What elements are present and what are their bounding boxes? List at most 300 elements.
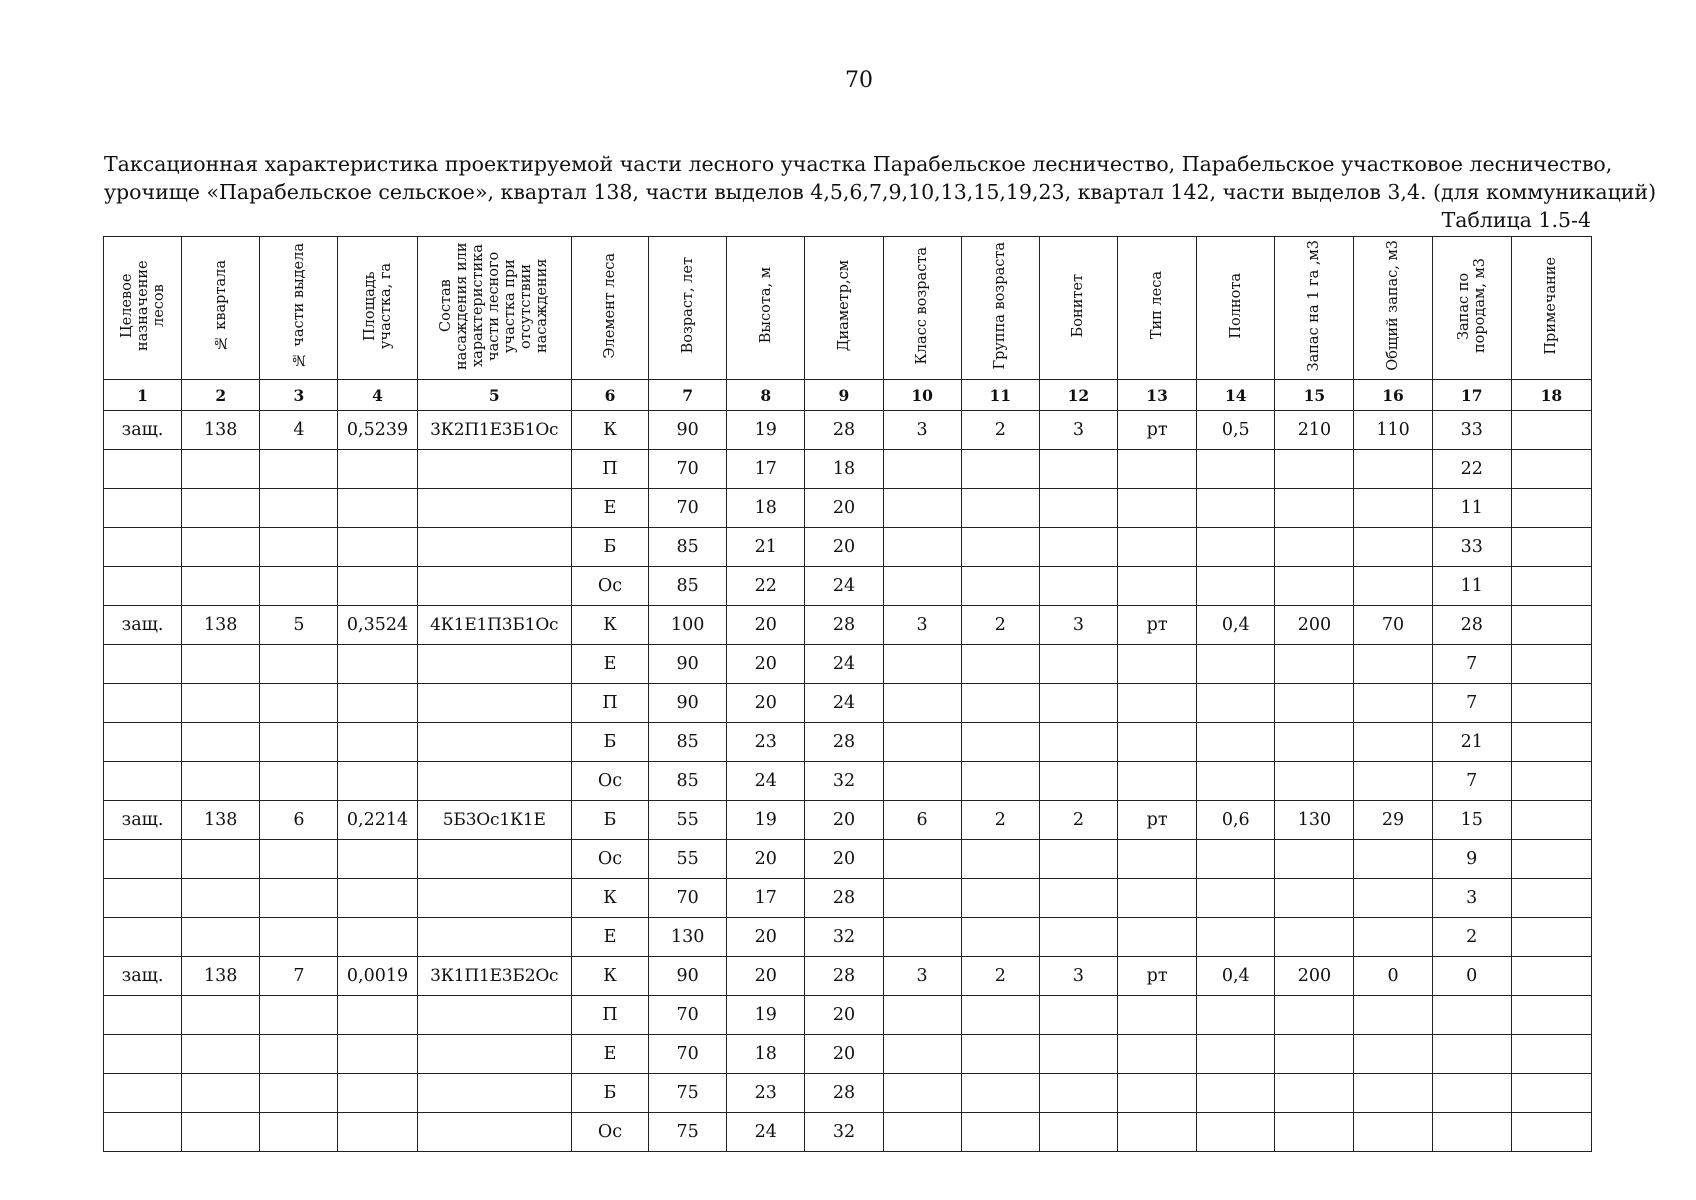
table-cell: [1118, 684, 1197, 723]
column-number: 10: [883, 380, 961, 411]
table-cell: 24: [805, 567, 883, 606]
table-cell: [1039, 1074, 1117, 1113]
table-cell: 138: [182, 606, 260, 645]
table-cell: [961, 450, 1039, 489]
table-cell: [1118, 450, 1197, 489]
table-cell: [104, 1074, 182, 1113]
table-cell: [1275, 450, 1354, 489]
table-cell: [1354, 567, 1432, 606]
table-cell: [417, 1074, 571, 1113]
table-cell: [883, 567, 961, 606]
table-cell: 33: [1432, 411, 1511, 450]
table-cell: [1039, 1113, 1117, 1152]
table-cell: [1354, 1113, 1432, 1152]
table-cell: 32: [805, 918, 883, 957]
table-cell: [1197, 489, 1275, 528]
table-cell: 9: [1432, 840, 1511, 879]
table-cell: [182, 918, 260, 957]
table-cell: [1118, 918, 1197, 957]
table-cell: [260, 645, 338, 684]
table-cell: [961, 1113, 1039, 1152]
table-cell: Ос: [571, 762, 648, 801]
table-cell: Б: [571, 723, 648, 762]
table-cell: [1511, 645, 1591, 684]
table-cell: 110: [1354, 411, 1432, 450]
table-cell: [182, 1113, 260, 1152]
table-cell: [1354, 450, 1432, 489]
table-cell: 5Б3Ос1К1Е: [417, 801, 571, 840]
table-cell: [1354, 723, 1432, 762]
table-body: [104, 411, 1592, 1152]
table-cell: [417, 450, 571, 489]
table-cell: рт: [1118, 606, 1197, 645]
column-number: 6: [571, 380, 648, 411]
table-cell: [961, 918, 1039, 957]
title-line-1: Таксационная характеристика проектируемой части лесного участка Парабельское лесничество, Парабельское участковое лесничество,: [104, 152, 1613, 176]
table-cell: [961, 1035, 1039, 1074]
table-cell: 4К1Е1П3Б1Ос: [417, 606, 571, 645]
table-cell: 2: [961, 801, 1039, 840]
table-cell: 3: [1039, 411, 1117, 450]
table-cell: [1275, 1113, 1354, 1152]
table-cell: [1511, 1074, 1591, 1113]
table-cell: [883, 840, 961, 879]
table-cell: [260, 1113, 338, 1152]
table-cell: 33: [1432, 528, 1511, 567]
table-cell: [883, 645, 961, 684]
table-cell: [1118, 762, 1197, 801]
table-cell: [1432, 1113, 1511, 1152]
column-header-label: Бонитет: [1070, 273, 1087, 338]
table-cell: [1511, 528, 1591, 567]
table-cell: 20: [805, 801, 883, 840]
table-cell: 0,5239: [338, 411, 417, 450]
table-cell: 2: [961, 411, 1039, 450]
table-cell: [1275, 840, 1354, 879]
table-cell: 100: [649, 606, 727, 645]
column-number: 9: [805, 380, 883, 411]
table-cell: [1039, 567, 1117, 606]
column-number: 15: [1275, 380, 1354, 411]
table-cell: Ос: [571, 567, 648, 606]
table-cell: [1039, 645, 1117, 684]
table-cell: [1511, 879, 1591, 918]
table-cell: 3К2П1Е3Б1Ос: [417, 411, 571, 450]
table-cell: [1511, 1113, 1591, 1152]
table-row: [104, 450, 1592, 489]
column-header-label: Возраст, лет: [679, 257, 696, 354]
table-row: [104, 684, 1592, 723]
table-title: [104, 150, 1657, 206]
table-row: [104, 840, 1592, 879]
table-cell: 3: [1039, 606, 1117, 645]
column-header-label: Элемент леса: [601, 252, 618, 359]
table-cell: 55: [649, 840, 727, 879]
column-number: 4: [338, 380, 417, 411]
table-cell: рт: [1118, 957, 1197, 996]
table-row: [104, 723, 1592, 762]
table-cell: 7: [1432, 762, 1511, 801]
table-cell: 17: [727, 450, 805, 489]
column-header: [417, 237, 571, 380]
table-cell: [1511, 957, 1591, 996]
table-cell: [883, 1035, 961, 1074]
table-cell: [1511, 450, 1591, 489]
table-cell: [182, 840, 260, 879]
column-header-label: Высота, м: [757, 267, 774, 344]
table-cell: [1511, 918, 1591, 957]
table-cell: [338, 450, 417, 489]
table-cell: [1432, 1074, 1511, 1113]
column-header-label: Общий запас, м3: [1385, 240, 1402, 371]
table-cell: [1039, 918, 1117, 957]
table-cell: [1275, 1035, 1354, 1074]
table-cell: [1275, 879, 1354, 918]
table-cell: [1197, 1074, 1275, 1113]
table-cell: [260, 1035, 338, 1074]
table-cell: 70: [649, 879, 727, 918]
column-header: [805, 237, 883, 380]
table-cell: [104, 450, 182, 489]
table-cell: 20: [805, 996, 883, 1035]
table-cell: [1118, 645, 1197, 684]
column-number: 14: [1197, 380, 1275, 411]
table-cell: Е: [571, 489, 648, 528]
table-cell: [1275, 489, 1354, 528]
table-cell: 24: [805, 684, 883, 723]
table-cell: 90: [649, 411, 727, 450]
table-cell: 138: [182, 801, 260, 840]
table-cell: [961, 762, 1039, 801]
table-cell: [338, 567, 417, 606]
column-number: 5: [417, 380, 571, 411]
table-cell: 75: [649, 1113, 727, 1152]
table-cell: 90: [649, 645, 727, 684]
table-cell: П: [571, 450, 648, 489]
column-header-label: Примечание: [1543, 256, 1560, 355]
table-cell: 3: [883, 606, 961, 645]
column-header-label: Запас на 1 га ,м3: [1306, 239, 1323, 372]
column-header: [1197, 237, 1275, 380]
page-number: 70: [845, 68, 873, 93]
table-cell: 2: [1432, 918, 1511, 957]
table-row: [104, 918, 1592, 957]
table-cell: [260, 489, 338, 528]
table-cell: 28: [805, 1074, 883, 1113]
table-cell: 0,2214: [338, 801, 417, 840]
column-header: [338, 237, 417, 380]
table-cell: 7: [1432, 684, 1511, 723]
table-cell: [338, 645, 417, 684]
table-cell: 20: [727, 684, 805, 723]
column-header: [727, 237, 805, 380]
column-header-label: Класс возраста: [914, 246, 931, 365]
table-cell: защ.: [104, 957, 182, 996]
table-cell: [1118, 840, 1197, 879]
table-cell: [883, 762, 961, 801]
table-cell: 85: [649, 528, 727, 567]
column-number: 13: [1118, 380, 1197, 411]
table-cell: [417, 684, 571, 723]
table-cell: 75: [649, 1074, 727, 1113]
table-row: [104, 801, 1592, 840]
table-cell: [1275, 684, 1354, 723]
table-cell: 2: [961, 957, 1039, 996]
table-cell: [182, 723, 260, 762]
table-cell: 0,0019: [338, 957, 417, 996]
table-cell: [1118, 1035, 1197, 1074]
table-cell: 6: [883, 801, 961, 840]
table-cell: [1275, 762, 1354, 801]
table-cell: [1118, 1113, 1197, 1152]
table-cell: [1511, 489, 1591, 528]
table-cell: 0,4: [1197, 606, 1275, 645]
table-cell: 138: [182, 957, 260, 996]
column-header: [260, 237, 338, 380]
table-cell: [338, 1035, 417, 1074]
header-row: [104, 237, 1592, 380]
table-cell: [1118, 489, 1197, 528]
table-cell: [182, 1035, 260, 1074]
table-cell: Е: [571, 918, 648, 957]
table-row: [104, 879, 1592, 918]
table-cell: [883, 918, 961, 957]
table-cell: 28: [1432, 606, 1511, 645]
table-cell: [104, 684, 182, 723]
table-cell: [182, 1074, 260, 1113]
column-header-label: № квартала: [212, 260, 229, 351]
table-cell: 24: [727, 1113, 805, 1152]
table-cell: [338, 723, 417, 762]
column-number: 17: [1432, 380, 1511, 411]
table-cell: [417, 1035, 571, 1074]
table-cell: 23: [727, 1074, 805, 1113]
table-cell: 32: [805, 1113, 883, 1152]
table-cell: [883, 1074, 961, 1113]
table-cell: [883, 1113, 961, 1152]
table-cell: [260, 996, 338, 1035]
table-cell: [182, 879, 260, 918]
table-cell: 0,3524: [338, 606, 417, 645]
table-cell: [1275, 996, 1354, 1035]
column-header-label: Запас по породам, м3: [1455, 258, 1488, 353]
table-cell: 20: [727, 918, 805, 957]
table-cell: [1039, 1035, 1117, 1074]
table-cell: 200: [1275, 606, 1354, 645]
table-cell: [417, 918, 571, 957]
table-cell: [1197, 684, 1275, 723]
table-cell: 23: [727, 723, 805, 762]
table-cell: [417, 840, 571, 879]
table-cell: [1354, 684, 1432, 723]
table-cell: [1118, 567, 1197, 606]
table-cell: 55: [649, 801, 727, 840]
table-cell: [182, 528, 260, 567]
table-cell: [417, 723, 571, 762]
table-cell: 6: [260, 801, 338, 840]
table-cell: 28: [805, 606, 883, 645]
table-cell: [182, 567, 260, 606]
table-cell: Е: [571, 645, 648, 684]
column-number: 11: [961, 380, 1039, 411]
table-cell: [182, 450, 260, 489]
table-cell: 0: [1354, 957, 1432, 996]
table-cell: [1354, 918, 1432, 957]
table-cell: [338, 879, 417, 918]
table-cell: [961, 1074, 1039, 1113]
table-row: [104, 567, 1592, 606]
table-cell: [1432, 1035, 1511, 1074]
table-cell: [1197, 450, 1275, 489]
table-cell: 18: [727, 489, 805, 528]
table-cell: Б: [571, 1074, 648, 1113]
table-cell: 130: [1275, 801, 1354, 840]
table-cell: [883, 489, 961, 528]
table-cell: [1354, 1035, 1432, 1074]
table-cell: [1197, 723, 1275, 762]
table-cell: 2: [1039, 801, 1117, 840]
table-cell: Б: [571, 801, 648, 840]
table-cell: [1039, 450, 1117, 489]
table-cell: [104, 996, 182, 1035]
table-cell: 3: [1039, 957, 1117, 996]
table-cell: 19: [727, 996, 805, 1035]
table-cell: [1197, 1113, 1275, 1152]
table-cell: [1511, 606, 1591, 645]
table-cell: [1511, 840, 1591, 879]
table-cell: [1511, 996, 1591, 1035]
column-header: [649, 237, 727, 380]
column-number: 7: [649, 380, 727, 411]
column-number: 1: [104, 380, 182, 411]
table-cell: [417, 567, 571, 606]
column-header: [104, 237, 182, 380]
table-cell: [1039, 723, 1117, 762]
table-cell: [1197, 840, 1275, 879]
table-cell: [1511, 801, 1591, 840]
table-cell: [338, 996, 417, 1035]
table-cell: [1275, 918, 1354, 957]
column-header-label: Диаметр,см: [835, 259, 852, 352]
table-cell: [1511, 1035, 1591, 1074]
table-cell: [260, 918, 338, 957]
table-cell: [1432, 996, 1511, 1035]
table-cell: [260, 723, 338, 762]
table-cell: [104, 1035, 182, 1074]
table-cell: [1354, 762, 1432, 801]
table-cell: 85: [649, 723, 727, 762]
table-cell: 70: [649, 996, 727, 1035]
column-header: [1118, 237, 1197, 380]
table-cell: [104, 723, 182, 762]
table-cell: 0: [1432, 957, 1511, 996]
table-cell: 20: [805, 528, 883, 567]
table-cell: [1039, 762, 1117, 801]
table-cell: 28: [805, 879, 883, 918]
table-cell: [961, 879, 1039, 918]
table-cell: [961, 996, 1039, 1035]
table-cell: рт: [1118, 801, 1197, 840]
table-cell: 200: [1275, 957, 1354, 996]
table-cell: 90: [649, 684, 727, 723]
table-cell: 3: [883, 411, 961, 450]
table-cell: [1039, 840, 1117, 879]
table-cell: 20: [805, 840, 883, 879]
column-header-label: Полнота: [1227, 272, 1244, 339]
column-header-label: № части выдела: [290, 243, 307, 368]
column-number: 8: [727, 380, 805, 411]
table-cell: [182, 996, 260, 1035]
column-number: 3: [260, 380, 338, 411]
table-cell: [182, 489, 260, 528]
table-row: [104, 1113, 1592, 1152]
column-number-row: [104, 380, 1592, 411]
column-header: [1275, 237, 1354, 380]
taxation-table: [103, 236, 1592, 1152]
table-cell: [883, 528, 961, 567]
table-cell: [104, 489, 182, 528]
column-header: [571, 237, 648, 380]
table-cell: П: [571, 996, 648, 1035]
table-cell: [260, 762, 338, 801]
table-cell: [961, 528, 1039, 567]
table-cell: 20: [727, 840, 805, 879]
table-cell: [1197, 762, 1275, 801]
table-cell: [1118, 528, 1197, 567]
table-cell: [1197, 996, 1275, 1035]
table-cell: [260, 1074, 338, 1113]
table-cell: 0,5: [1197, 411, 1275, 450]
table-cell: [260, 840, 338, 879]
table-row: [104, 957, 1592, 996]
table-cell: 24: [805, 645, 883, 684]
table-cell: 20: [727, 645, 805, 684]
table-cell: [260, 684, 338, 723]
table-cell: [104, 567, 182, 606]
table-cell: [104, 918, 182, 957]
table-cell: [417, 489, 571, 528]
table-cell: 70: [1354, 606, 1432, 645]
table-cell: [1039, 879, 1117, 918]
table-cell: [338, 918, 417, 957]
table-cell: [1197, 567, 1275, 606]
table-cell: К: [571, 606, 648, 645]
column-header: [1039, 237, 1117, 380]
table-row: [104, 645, 1592, 684]
table-cell: [883, 996, 961, 1035]
column-number: 2: [182, 380, 260, 411]
table-cell: [1118, 879, 1197, 918]
table-cell: [417, 1113, 571, 1152]
column-header-label: Площадь участка, га: [361, 262, 394, 349]
table-cell: 0,4: [1197, 957, 1275, 996]
table-cell: [961, 840, 1039, 879]
table-cell: К: [571, 957, 648, 996]
table-row: [104, 489, 1592, 528]
table-cell: [260, 450, 338, 489]
table-cell: [1275, 1074, 1354, 1113]
table-cell: 0,6: [1197, 801, 1275, 840]
table-row: [104, 528, 1592, 567]
table-cell: [1039, 528, 1117, 567]
table-cell: [1511, 684, 1591, 723]
table-cell: 7: [1432, 645, 1511, 684]
table-cell: 15: [1432, 801, 1511, 840]
table-cell: 20: [805, 1035, 883, 1074]
table-row: [104, 1074, 1592, 1113]
table-cell: [1275, 723, 1354, 762]
table-cell: 28: [805, 957, 883, 996]
